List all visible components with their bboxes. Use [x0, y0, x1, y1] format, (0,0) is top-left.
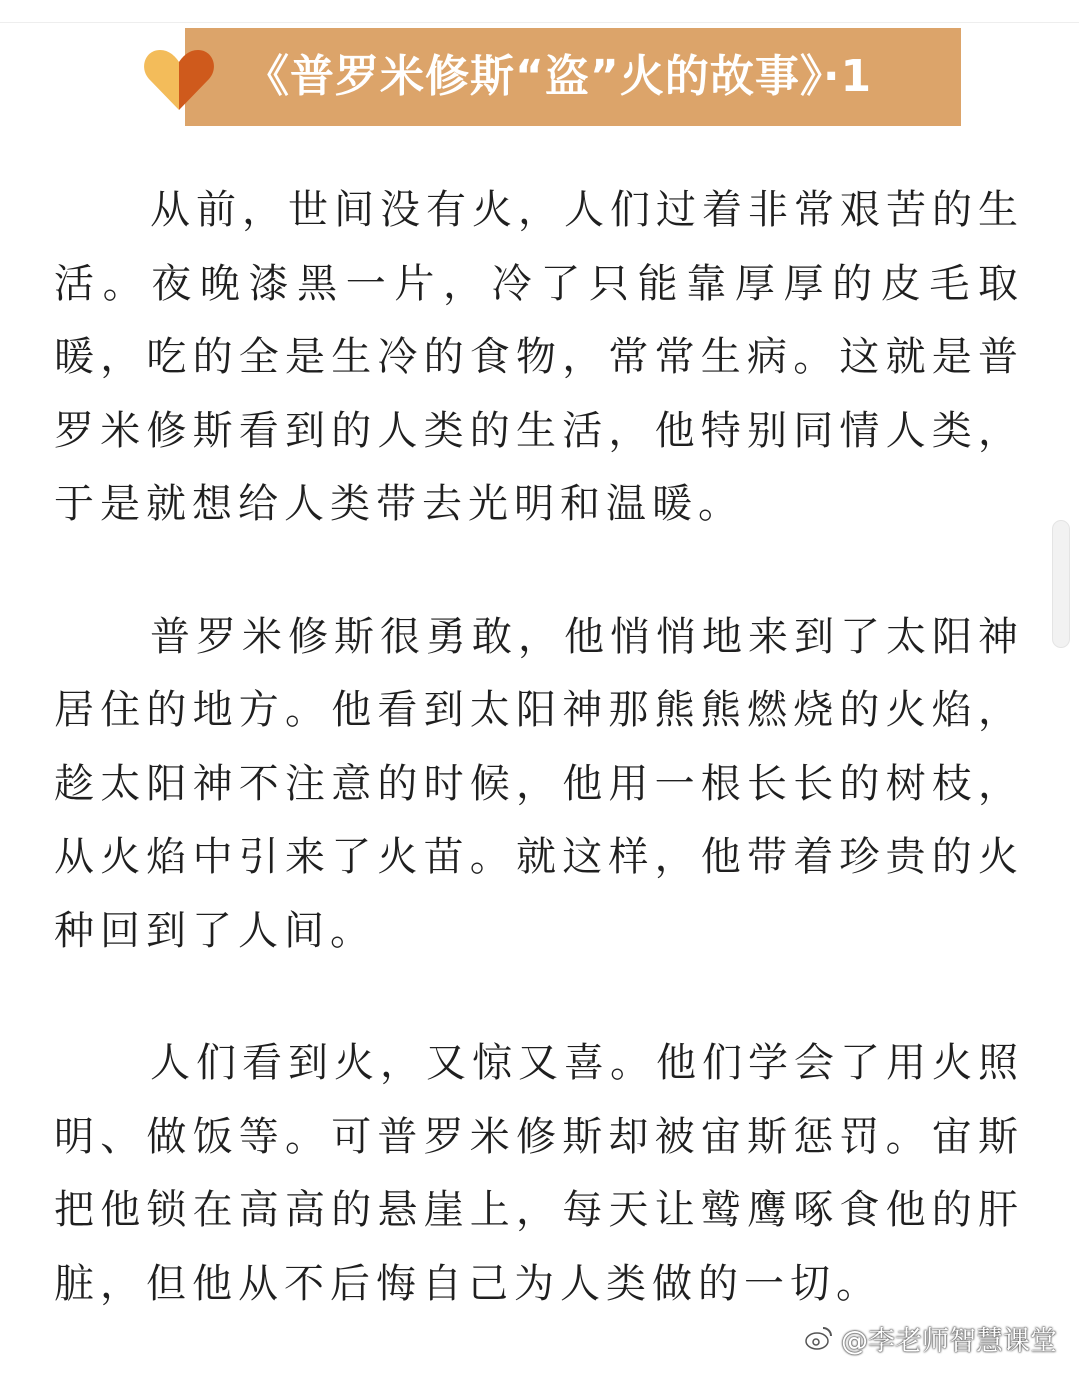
- paragraph-3: 人们看到火，又惊又喜。他们学会了用火照明、做饭等。可普罗米修斯却被宙斯惩罚。宙斯把他锁在高高的悬崖上，每天让鹫鹰啄食他的肝脏，但他从不后悔自己为人类做的一切。: [54, 1040, 1024, 1307]
- watermark: [805, 1320, 1057, 1356]
- paragraph-2: 普罗米修斯很勇敢，他悄悄地来到了太阳神居住的地方。他看到太阳神那熊熊燃烧的火焰，趁太阳神不注意的时候，他用一根长长的树枝，从火焰中引来了火苗。就这样，他带着珍贵的火种回到了人间。: [54, 613, 1024, 954]
- scrollbar-thumb[interactable]: [1052, 520, 1070, 648]
- weibo-logo-icon: [805, 1324, 833, 1352]
- page-title: 《普罗米修斯“盗”火的故事》·1: [245, 51, 873, 102]
- watermark-text: @李老师智慧课堂: [841, 1325, 1057, 1357]
- heart-icon: [143, 46, 215, 112]
- article-body: [54, 174, 1024, 1380]
- paragraph-1: 从前，世间没有火，人们过着非常艰苦的生活。夜晚漆黑一片，冷了只能靠厚厚的皮毛取暖，吃的全是生冷的食物，常常生病。这就是普罗米修斯看到的人类的生活，他特别同情人类，于是就想给人类带去光明和温暖。: [54, 187, 1024, 527]
- top-divider: [0, 22, 1079, 23]
